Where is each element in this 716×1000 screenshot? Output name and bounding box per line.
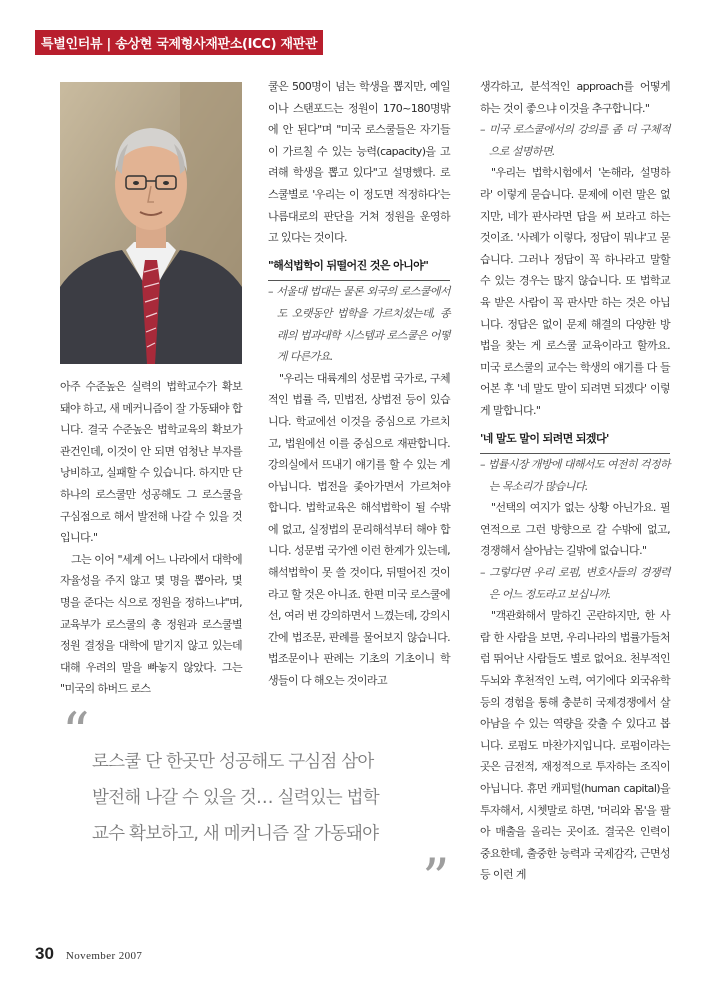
paragraph: 아주 수준높은 실력의 법학교수가 확보돼야 하고, 새 메커니즘이 잘 가동돼야 합니다. 결국 수준높은 법학교육의 확보가 관건인데, 이것이 안 되면 엄청난 부자를 낭비하고, 실패할 수 있습니다. 하지만 단 하나의 로스쿨만 성공해도 그 로스쿨을 구심점으로 해서 발전해 나갈 수 있을 것입니다." bbox=[60, 380, 242, 545]
article-column-1 bbox=[60, 376, 242, 700]
subheading: "해석법학이 뒤떨어진 것은 아니야" bbox=[268, 258, 429, 272]
article-column-2 bbox=[268, 76, 450, 692]
page-number: 30 bbox=[35, 944, 54, 963]
paragraph: 그는 이어 "세계 어느 나라에서 대학에 자율성을 주지 않고 몇 명을 뽑아라, 몇 명을 준다는 식으로 정원을 정하느냐"며, 교육부가 로스쿨의 총 정원과 로스쿨별 정원 결정을 대학에 맡기지 않고 있는데 대해 우려의 말을 빠놓지 않았다. 그는 "미국의 하버드 로스 bbox=[60, 552, 242, 696]
paragraph: "우리는 대륙계의 성문법 국가로, 구체적인 법률 즉, 민법전, 상법전 등이 있습니다. 학교에선 이것을 중심으로 가르치고, 법원에선 이를 중심으로 재판합니다. 강의실에서 뜨내기 얘기를 할 수 있는 게 아닙니다. 법전을 좇아가면서 가르쳐야 합니다. 법학교육은 해석법학이 될 수밖에 없고, 실정법의 문리해석부터 해야 합니다. 성문법 국가엔 이런 한계가 있는데, 해석법학이 못 쓸 것이다, 뒤떨어진 것이라고 할 것은 아니죠. 한편 미국 로스쿨에선, 여러 번 강의하면서 느꼈는데, 강의시간에 법조문, 판례를 물어보지 않습니다. 법조문이나 판례는 기초의 기초이니 학생들이 다 해오는 것이라고 bbox=[268, 371, 450, 688]
interview-question: – 법률시장 개방에 대해서도 여전히 걱정하는 목소리가 많습니다. bbox=[480, 458, 670, 493]
interview-question: – 미국 로스쿨에서의 강의를 좀 더 구체적으로 설명하면. bbox=[480, 123, 670, 158]
interview-question: – 그렇다면 우리 로펌, 변호사들의 경쟁력은 어느 정도라고 보십니까. bbox=[480, 566, 670, 601]
pull-quote bbox=[62, 701, 452, 910]
paragraph: "우리는 법학시험에서 '논해라, 설명하라' 이렇게 묻습니다. 문제에 이런 말은 없지만, 네가 판사라면 답을 써 보라고 하는 것이죠. '사례가 이렇다, 정답이 뭐냐'고 묻습니다. 그러나 정답이 꼭 하나라고 말할 수 있는 경우는 많지 않습니다. 또 법학교육 받은 사람이 꼭 판사만 하는 것은 아닙니다. 정답은 없이 문제 해결의 다양한 방법을 찾는 게 로스쿨 교육이라고 할까요. 미국 로스쿨의 교수는 학생의 얘기를 다 들어본 후 '네 말도 말이 되려면 되겠다' 이렇게 말합니다." bbox=[480, 166, 670, 417]
open-quote-mark: “ bbox=[62, 701, 90, 764]
page-footer bbox=[35, 944, 142, 964]
portrait-illustration bbox=[60, 82, 242, 364]
subheading: '네 말도 말이 되려면 되겠다' bbox=[480, 431, 609, 445]
section-header bbox=[35, 30, 323, 54]
pull-quote-line: 발전해 나갈 수 있을 것… 실력있는 법학 bbox=[92, 788, 379, 808]
pull-quote-text bbox=[92, 744, 452, 852]
interview-question: – 서울대 법대는 물론 외국의 로스쿨에서도 오랫동안 법학을 가르치셨는데, 종래의 법과대학 시스템과 로스쿨은 어떻게 다른가요. bbox=[268, 285, 450, 364]
pull-quote-line: 교수 확보하고, 새 메커니즘 잘 가동돼야 bbox=[92, 824, 379, 844]
issue-date: November 2007 bbox=[65, 950, 143, 962]
portrait-photo bbox=[60, 82, 242, 364]
article-column-3 bbox=[480, 76, 670, 886]
close-quote-mark: ” bbox=[422, 847, 450, 910]
paragraph: "객관화해서 말하긴 곤란하지만, 한 사람 한 사람을 보면, 우리나라의 법률가들처럼 뛰어난 사람들도 별로 없어요. 천부적인 두뇌와 후천적인 노력, 여기에다 외국유학 등의 경험을 통해 충분히 국제경쟁에서 살아남을 수 있는 역량을 갖출 수 있다고 봅니다. 로펌도 마찬가지입니다. 로펌이라는 곳은 금전적, 재정적으로 투자하는 조직이 아닙니다. 휴먼 캐피털(human capital)을 투자해서, 시쳇말로 하면, '머리와 몸'을 팔아 매출을 올리는 곳이죠. 결국은 인력이 중요한데, 출중한 능력과 국제감각, 근면성 등 이런 게 bbox=[480, 609, 670, 882]
paragraph: 생각하고, 분석적인 approach를 어떻게 하는 것이 좋으냐 이것을 추구합니다." bbox=[480, 80, 670, 115]
section-title: 특별인터뷰 | 송상현 국제형사재판소(ICC) 재판관 bbox=[35, 30, 323, 55]
paragraph: 쿨은 500명이 넘는 학생을 뽑지만, 예일이나 스탠포드는 정원이 170~180명밖에 안 된다"며 "미국 로스쿨들은 자기들이 가르칠 수 있는 능력(capacity)을 고려해 학생을 뽑고 있다"고 설명했다. 로스쿨별로 '우리는 이 정도면 적정하다'는 나름대로의 판단을 거쳐 정원을 운영하고 있다는 것이다. bbox=[268, 80, 450, 245]
pull-quote-line: 로스쿨 단 한곳만 성공해도 구심점 삼아 bbox=[92, 752, 374, 772]
paragraph: "선택의 여지가 없는 상황 아닌가요. 필연적으로 그런 방향으로 갈 수밖에 없고, 경쟁해서 살아남는 길밖에 없습니다." bbox=[480, 501, 670, 558]
